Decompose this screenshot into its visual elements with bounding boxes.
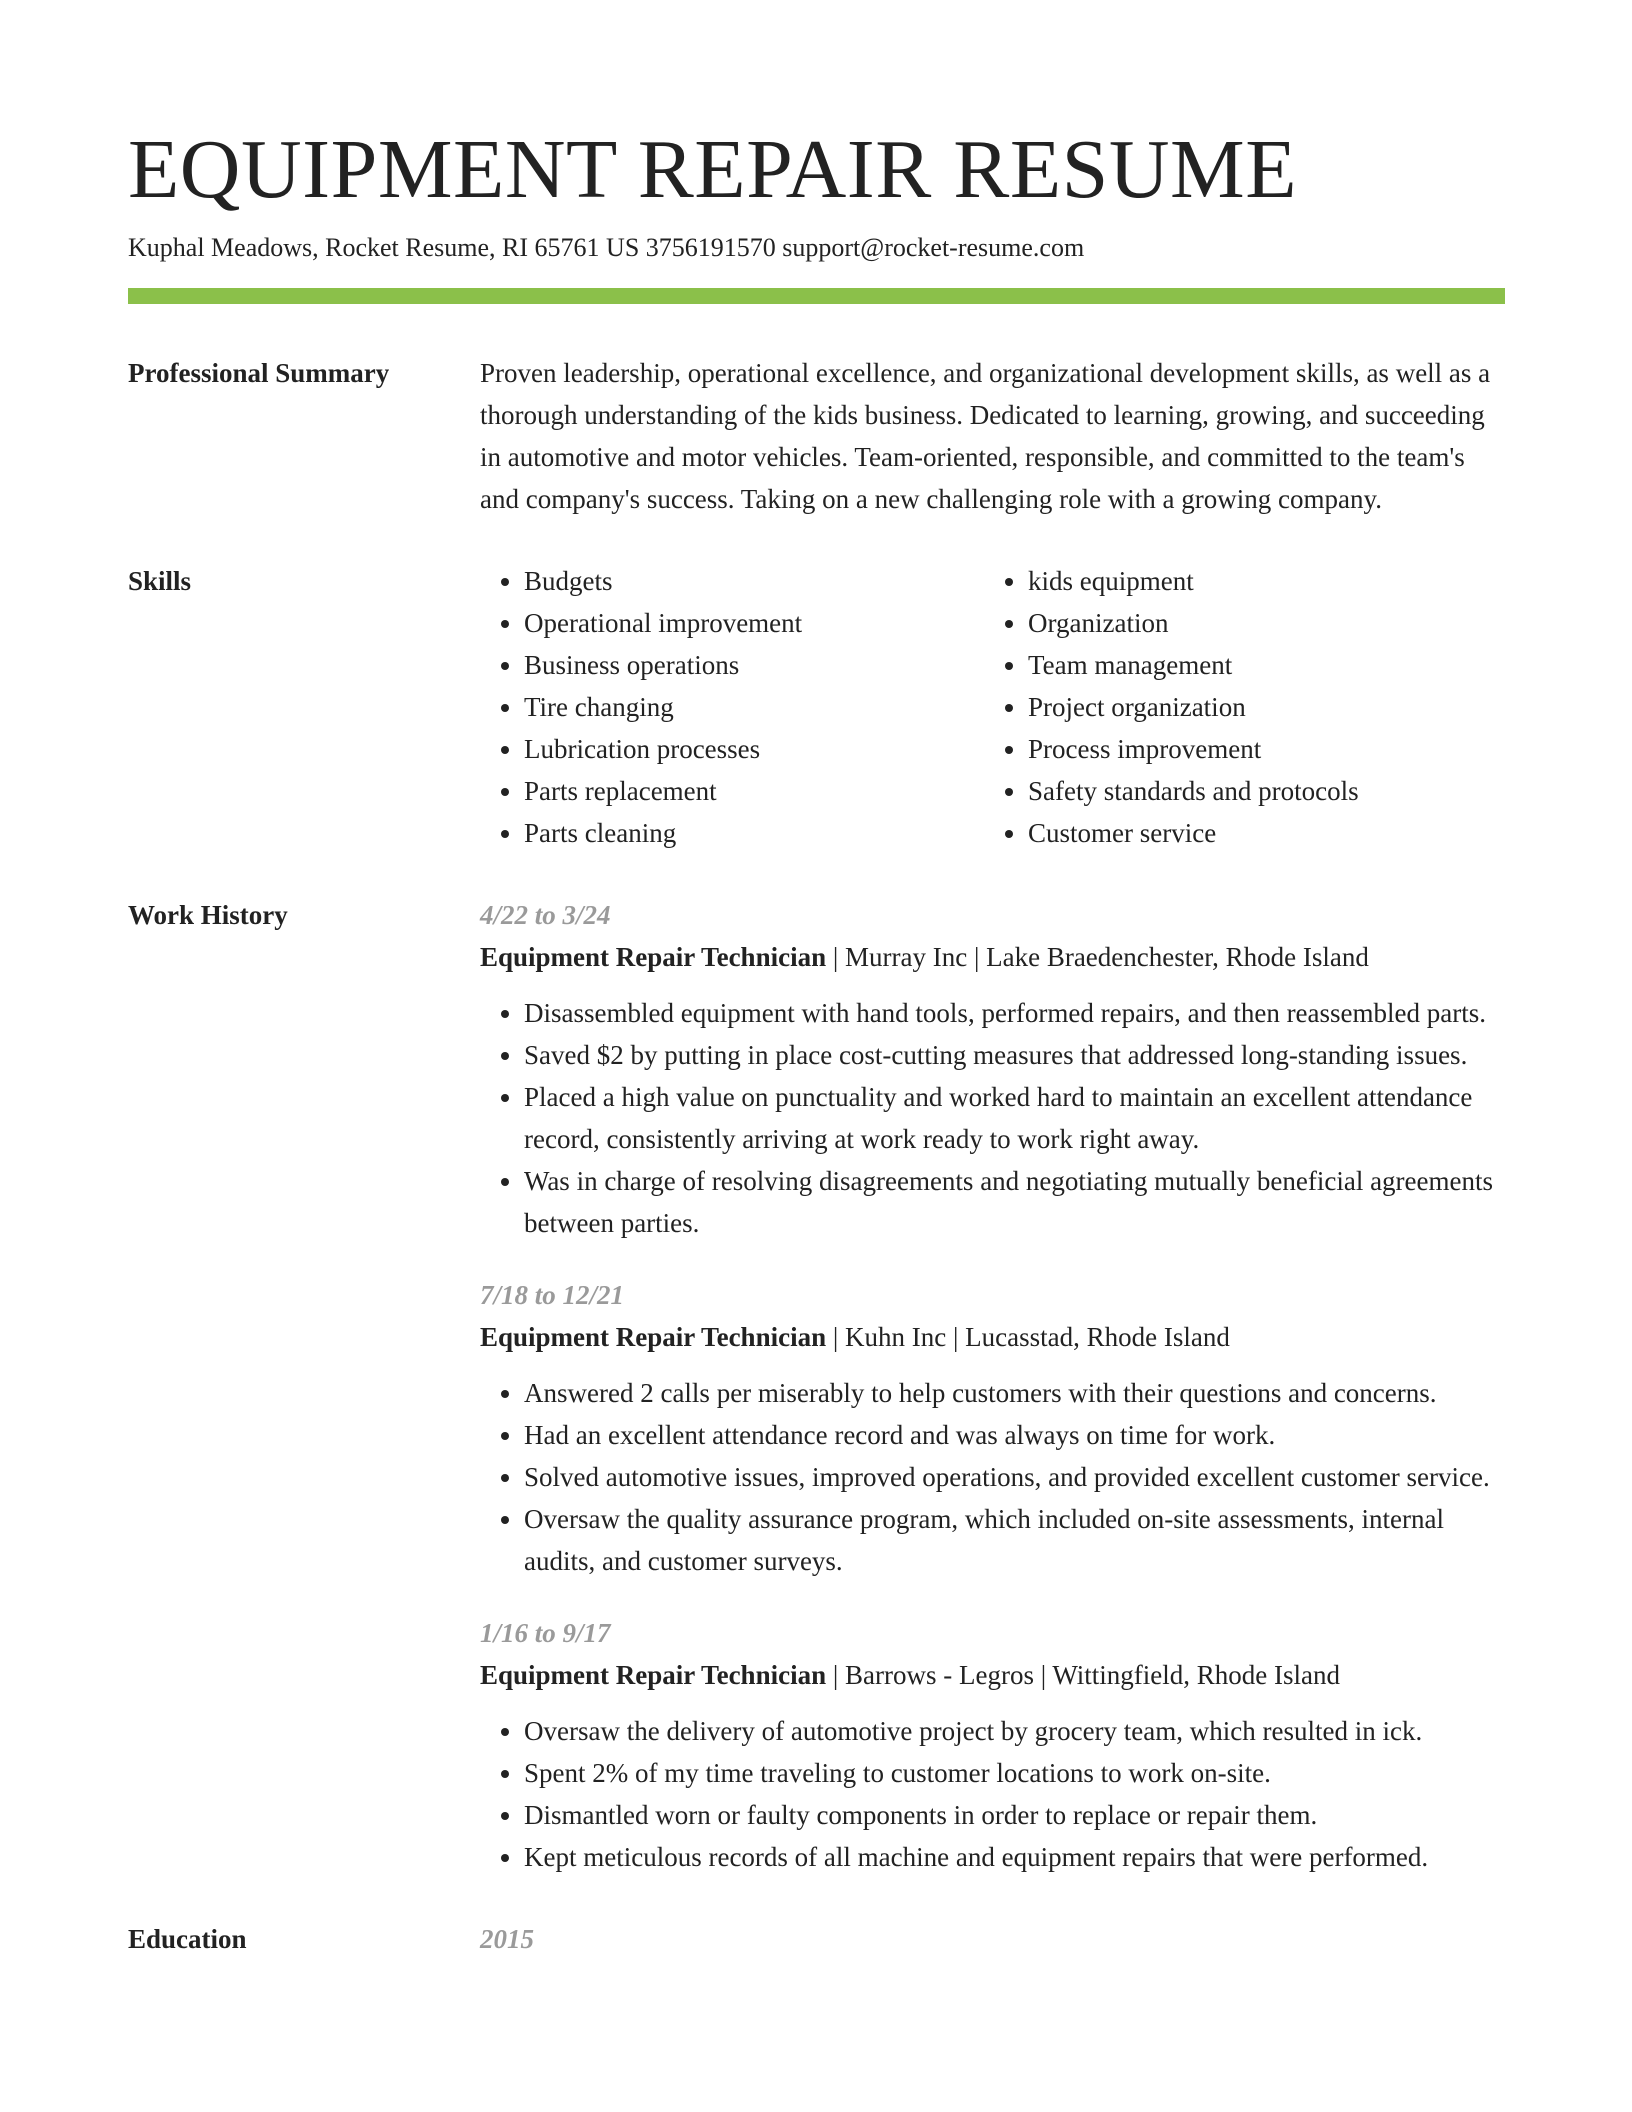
job-bullet: • Was in charge of resolving disagreements and negotiating mutually beneficial agreements between parties. [524, 1160, 1505, 1244]
work-history-section [128, 894, 1505, 1878]
job-bullets [480, 1372, 1505, 1582]
skill-item: • Process improvement [1028, 728, 1488, 770]
job-details: | Kuhn Inc | Lucasstad, Rhode Island [826, 1322, 1230, 1352]
contact-phone: 3756191570 [645, 233, 776, 262]
job-dates: 7/18 to 12/21 [480, 1280, 625, 1310]
resume-page [128, 120, 1505, 1960]
job-title-line [480, 1654, 1505, 1696]
job-details: | Murray Inc | Lake Braedenchester, Rhode Island [826, 942, 1369, 972]
skills-list-left [480, 560, 984, 854]
skill-item: • Organization [1028, 602, 1488, 644]
skill-item: • Tire changing [524, 686, 984, 728]
skills-list-right [984, 560, 1488, 854]
job-entry [480, 1612, 1505, 1878]
job-role: Equipment Repair Technician [480, 942, 827, 972]
skill-item: • Parts replacement [524, 770, 984, 812]
education-dates: 2015 [480, 1924, 534, 1954]
job-bullet: • Had an excellent attendance record and was always on time for work. [524, 1414, 1505, 1456]
skill-item: • Budgets [524, 560, 984, 602]
skill-item: • Project organization [1028, 686, 1488, 728]
summary-label: Professional Summary [128, 358, 390, 388]
job-bullet: • Solved automotive issues, improved operations, and provided excellent customer service. [524, 1456, 1505, 1498]
skill-item: • Customer service [1028, 812, 1488, 854]
job-title-line [480, 936, 1505, 978]
skill-item: • Lubrication processes [524, 728, 984, 770]
job-bullet: • Answered 2 calls per miserably to help customers with their questions and concerns. [524, 1372, 1505, 1414]
skill-item: • Safety standards and protocols [1028, 770, 1488, 812]
job-bullet: • Oversaw the delivery of automotive project by grocery team, which resulted in ick. [524, 1710, 1505, 1752]
job-bullet: • Oversaw the quality assurance program, which included on-site assessments, internal audits, and customer surveys. [524, 1498, 1505, 1582]
accent-divider [128, 288, 1505, 304]
skills-label: Skills [128, 566, 192, 596]
job-bullets [480, 1710, 1505, 1878]
skill-item: • Operational improvement [524, 602, 984, 644]
job-dates: 1/16 to 9/17 [480, 1618, 611, 1648]
contact-email: support@rocket-resume.com [782, 233, 1085, 262]
job-dates: 4/22 to 3/24 [480, 900, 611, 930]
job-details: | Barrows - Legros | Wittingfield, Rhode Island [826, 1660, 1340, 1690]
summary-section [128, 352, 1505, 520]
work-history-label: Work History [128, 900, 288, 930]
skills-section [128, 560, 1505, 854]
resume-title: EQUIPMENT REPAIR RESUME [128, 123, 1298, 216]
education-section [128, 1918, 1505, 1960]
contact-address: Kuphal Meadows, Rocket Resume, RI 65761 US [128, 233, 640, 262]
job-bullet: • Disassembled equipment with hand tools, performed repairs, and then reassembled parts. [524, 992, 1505, 1034]
job-role: Equipment Repair Technician [480, 1322, 827, 1352]
job-entry [480, 894, 1505, 1244]
contact-line [128, 230, 1505, 266]
job-title-line [480, 1316, 1505, 1358]
job-bullets [480, 992, 1505, 1244]
skill-item: • Team management [1028, 644, 1488, 686]
summary-text: Proven leadership, operational excellence, and organizational development skills, as well as a thorough understanding of the kids business. Dedicated to learning, growing, and succeeding in automotive and motor vehicles. Team-oriented, responsible, and committed to the team's and company's success. Taking on a new challenging role with a growing company. [480, 358, 1491, 514]
job-entry [480, 1274, 1505, 1582]
job-bullet: • Spent 2% of my time traveling to customer locations to work on-site. [524, 1752, 1505, 1794]
skill-item: • kids equipment [1028, 560, 1488, 602]
job-bullet: • Placed a high value on punctuality and worked hard to maintain an excellent attendance record, consistently arriving at work ready to work right away. [524, 1076, 1505, 1160]
job-bullet: • Dismantled worn or faulty components in order to replace or repair them. [524, 1794, 1505, 1836]
job-bullet: • Kept meticulous records of all machine and equipment repairs that were performed. [524, 1836, 1505, 1878]
job-role: Equipment Repair Technician [480, 1660, 827, 1690]
education-label: Education [128, 1924, 247, 1954]
skill-item: • Business operations [524, 644, 984, 686]
skill-item: • Parts cleaning [524, 812, 984, 854]
job-bullet: • Saved $2 by putting in place cost-cutting measures that addressed long-standing issues. [524, 1034, 1505, 1076]
